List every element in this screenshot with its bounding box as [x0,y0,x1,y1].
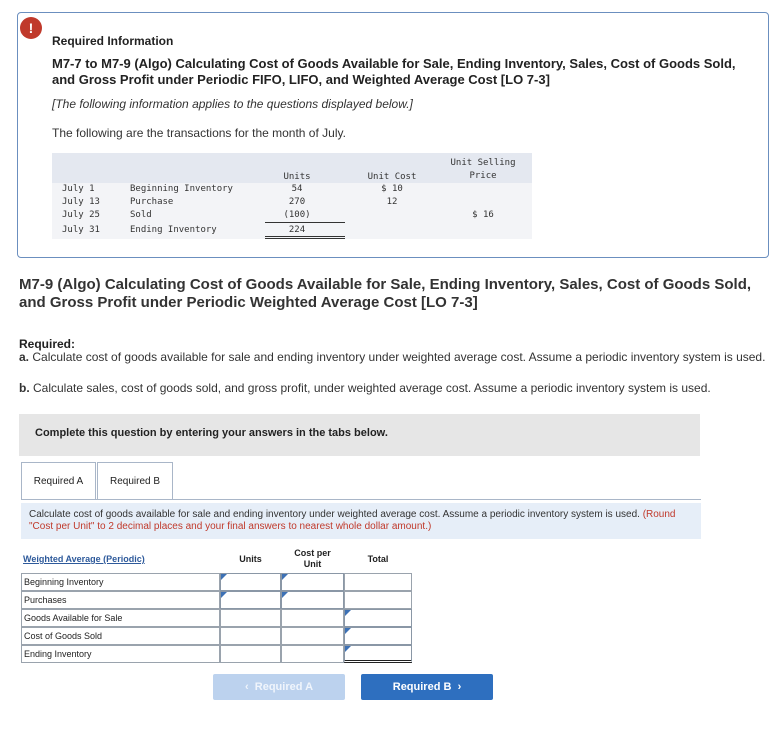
row-desc: Purchase [130,197,174,207]
info-intro: The following are the transactions for the month of July. [52,126,346,140]
ending-inventory-total-input[interactable] [344,645,412,663]
question-title: M7-9 (Algo) Calculating Cost of Goods Available for Sale, Ending Inventory, Sales, Cost of Goods Sold, and Gross Profit under Periodic Weighted Average Cost [LO 7-3] [19,276,752,311]
answer-row-ending-inventory [21,645,413,663]
tab-required-a[interactable]: Required A [21,462,96,500]
row-price: $ 16 [472,210,494,220]
tab-required-b[interactable]: Required B [97,462,173,500]
requirement-b [19,381,767,395]
row-date: July 25 [62,210,100,220]
header-total: Total [367,554,389,564]
row-units: 270 [288,197,306,207]
chevron-left-icon: ‹ [244,681,249,693]
row-label: Ending Inventory [21,645,220,663]
answer-header-title-cell [21,544,220,573]
tab-divider [21,499,701,500]
instruction-panel [21,503,701,539]
required-information-heading: Required Information [52,34,174,48]
goods-available-units-cell [220,609,281,627]
answer-row-cost-of-goods-sold [21,627,413,645]
header-unit-selling-price-2: Price [469,171,497,181]
prev-label: Required A [254,681,314,693]
goods-available-total-input[interactable] [344,609,412,627]
answer-row-purchases [21,591,413,609]
goods-available-cost-cell [281,609,344,627]
row-desc: Ending Inventory [130,225,217,235]
row-date: July 31 [62,225,100,235]
instruction-rounding-note: (Round "Cost per Unit" to 2 decimal places and your final answers to nearest whole dollar amount.) [29,509,676,532]
alert-icon: ! [20,17,42,39]
row-date: July 1 [62,184,95,194]
row-units: (100) [283,210,311,220]
row-desc: Beginning Inventory [130,184,233,194]
answer-row-beginning-inventory [21,573,413,591]
cogs-units-cell [220,627,281,645]
header-unit-selling-price-1: Unit Selling [450,158,516,168]
next-label: Required B [392,681,452,693]
requirement-a [19,350,767,364]
complete-instructions-bar [19,414,700,456]
row-label: Beginning Inventory [21,573,220,591]
beginning-inventory-cost-input[interactable] [281,573,344,591]
row-desc: Sold [130,210,152,220]
row-unit-cost: $ 10 [381,184,403,194]
answer-header-title: Weighted Average (Periodic) [23,554,145,564]
header-cost-per-unit [281,544,344,573]
transactions-table [52,153,532,239]
req-a-text: Calculate cost of goods available for sale and ending inventory under weighted average cost. Assume a periodic inventory system is used. [29,350,766,364]
cogs-total-input[interactable] [344,627,412,645]
info-note: [The following information applies to the questions displayed below.] [52,97,413,111]
purchases-cost-input[interactable] [281,591,344,609]
row-unit-cost: 12 [386,197,398,207]
purchases-total-cell [344,591,412,609]
required-label: Required: [19,337,76,351]
beginning-inventory-units-input[interactable] [220,573,281,591]
row-label: Purchases [21,591,220,609]
header-cost-line1: Cost per [294,548,331,558]
row-units: 224 [288,225,306,235]
ending-inventory-cost-cell [281,645,344,663]
purchases-units-input[interactable] [220,591,281,609]
cogs-cost-cell [281,627,344,645]
header-units: Units [283,172,311,182]
header-unit-cost: Unit Cost [367,172,417,182]
beginning-inventory-total-cell [344,573,412,591]
req-b-prefix: b. [19,381,30,395]
row-date: July 13 [62,197,100,207]
next-required-b-button[interactable] [361,674,493,700]
row-label: Cost of Goods Sold [21,627,220,645]
answer-header-row [21,544,413,573]
row-units: 54 [291,184,303,194]
ending-inventory-units-cell [220,645,281,663]
header-cost-line2: Unit [303,559,322,569]
previous-required-a-button[interactable] [213,674,345,700]
answer-row-goods-available [21,609,413,627]
row-label: Goods Available for Sale [21,609,220,627]
req-a-prefix: a. [19,350,30,364]
complete-text: Complete this question by entering your answers in the tabs below. [35,427,388,439]
instruction-text: Calculate cost of goods available for sale and ending inventory under weighted average cost. Assume a periodic inventory system is used. [29,509,643,520]
req-b-text: Calculate sales, cost of goods sold, and gross profit, under weighted average cost. Assume a periodic inventory system is used. [29,381,711,395]
chevron-right-icon: › [457,681,462,693]
header-units: Units [239,554,262,564]
info-title: M7-7 to M7-9 (Algo) Calculating Cost of Goods Available for Sale, Ending Inventory, Sales, Cost of Goods Sold, and Gross Profit under Periodic FIFO, LIFO, and Weighted Average Cost [LO 7-3] [52,56,736,87]
